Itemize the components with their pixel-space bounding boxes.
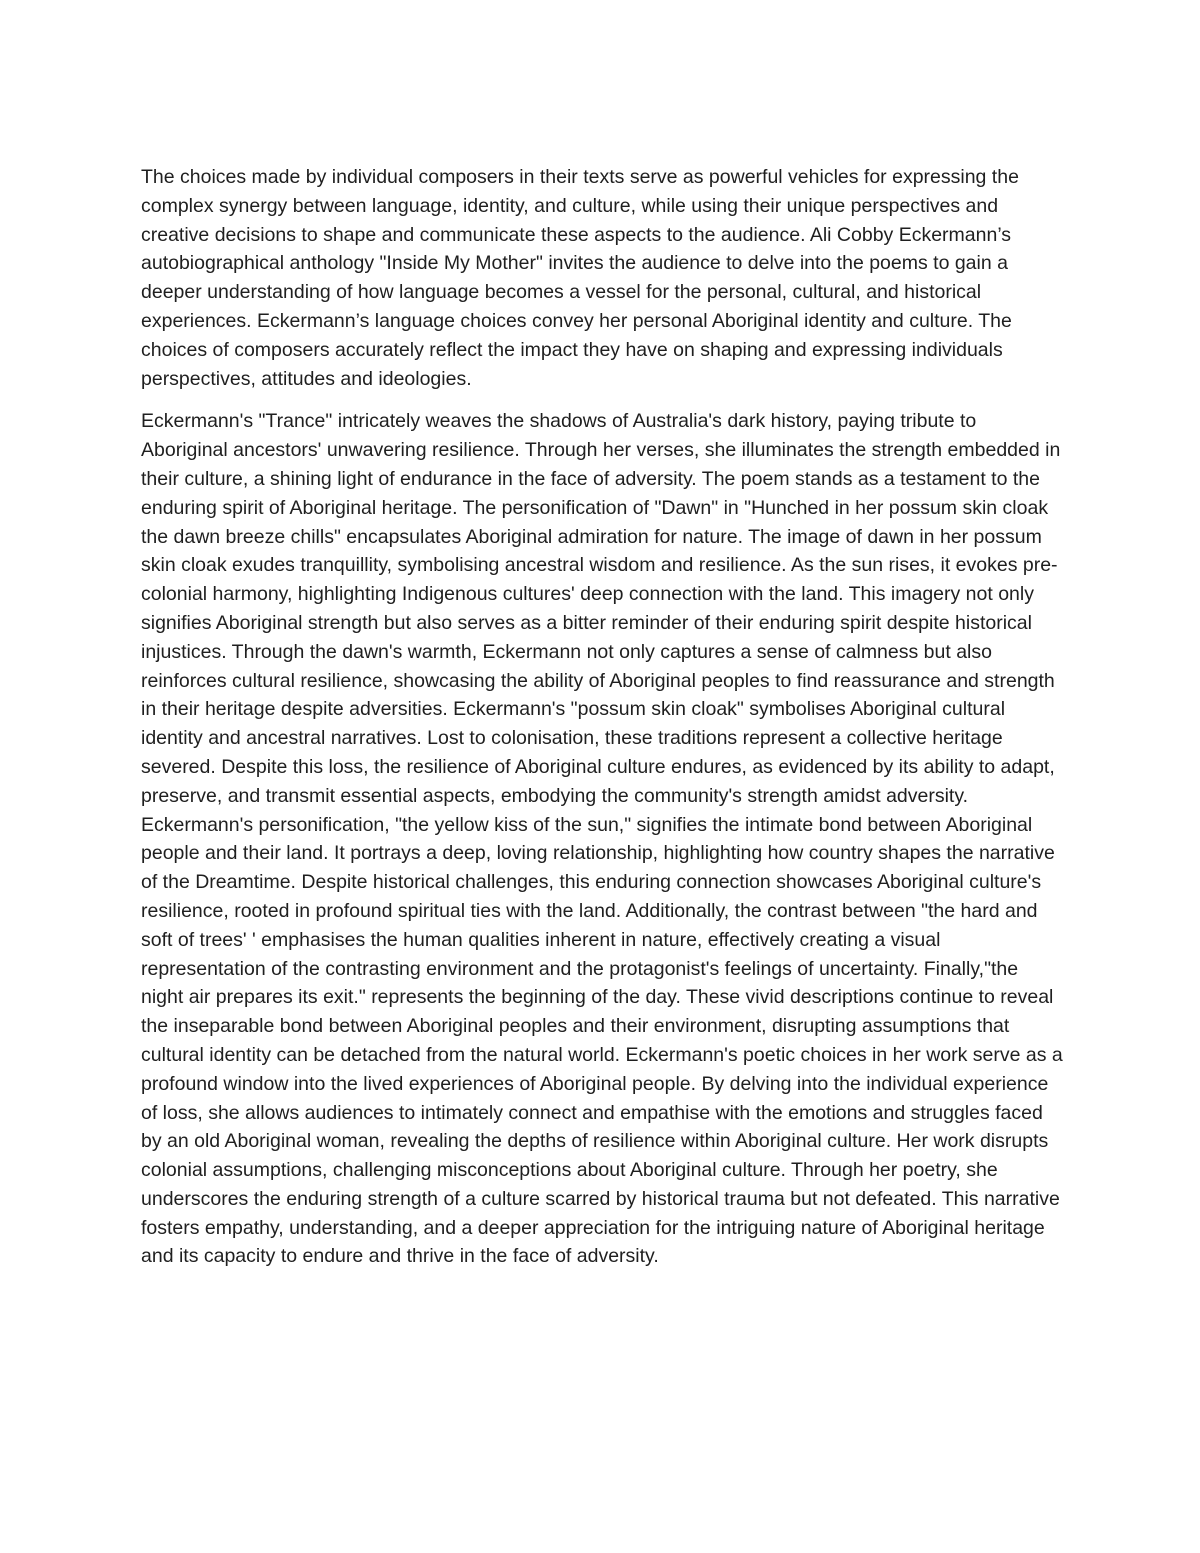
- paragraph-introduction: The choices made by individual composers in their texts serve as powerful vehicles for expressing the complex synergy between language, identity, and culture, while using their unique perspectives and creative decisions to shape and communicate these aspects to the audience. Ali Cobby Eckermann’s autobiographical anthology "Inside My Mother" invites the audience to delve into the poems to gain a deeper understanding of how language becomes a vessel for the personal, cultural, and historical experiences. Eckermann’s language choices convey her personal Aboriginal identity and culture. The choices of composers accurately reflect the impact they have on shaping and expressing individuals perspectives, attitudes and ideologies.: [141, 166, 1019, 390]
- document-body: [141, 163, 1063, 1285]
- paragraph-analysis: Eckermann's "Trance" intricately weaves the shadows of Australia's dark history, paying tribute to Aboriginal ancestors' unwavering resilience. Through her verses, she illuminates the strength embedded in their culture, a shining light of endurance in the face of adversity. The poem stands as a testament to the enduring spirit of Aboriginal heritage. The personification of "Dawn" in "Hunched in her possum skin cloak the dawn breeze chills" encapsulates Aboriginal admiration for nature. The image of dawn in her possum skin cloak exudes tranquillity, symbolising ancestral wisdom and resilience. As the sun rises, it evokes pre-colonial harmony, highlighting Indigenous cultures' deep connection with the land. This imagery not only signifies Aboriginal strength but also serves as a bitter reminder of their enduring spirit despite historical injustices. Through the dawn's warmth, Eckermann not only captures a sense of calmness but also reinforces cultural resilience, showcasing the ability of Aboriginal peoples to find reassurance and strength in their heritage despite adversities. Eckermann's "possum skin cloak" symbolises Aboriginal cultural identity and ancestral narratives. Lost to colonisation, these traditions represent a collective heritage severed. Despite this loss, the resilience of Aboriginal culture endures, as evidenced by its ability to adapt, preserve, and transmit essential aspects, embodying the community's strength amidst adversity. Eckermann's personification, "the yellow kiss of the sun," signifies the intimate bond between Aboriginal people and their land. It portrays a deep, loving relationship, highlighting how country shapes the narrative of the Dreamtime. Despite historical challenges, this enduring connection showcases Aboriginal culture's resilience, rooted in profound spiritual ties with the land. Additionally, the contrast between "the hard and soft of trees' ' emphasises the human qualities inherent in nature, effectively creating a visual representation of the contrasting environment and the protagonist's feelings of uncertainty. Finally,"the night air prepares its exit." represents the beginning of the day. These vivid descriptions continue to reveal the inseparable bond between Aboriginal peoples and their environment, disrupting assumptions that cultural identity can be detached from the natural world. Eckermann's poetic choices in her work serve as a profound window into the lived experiences of Aboriginal people. By delving into the individual experience of loss, she allows audiences to intimately connect and empathise with the emotions and struggles faced by an old Aboriginal woman, revealing the depths of resilience within Aboriginal culture. Her work disrupts colonial assumptions, challenging misconceptions about Aboriginal culture. Through her poetry, she underscores the enduring strength of a culture scarred by historical trauma but not defeated. This narrative fosters empathy, understanding, and a deeper appreciation for the intriguing nature of Aboriginal heritage and its capacity to endure and thrive in the face of adversity.: [141, 410, 1063, 1268]
